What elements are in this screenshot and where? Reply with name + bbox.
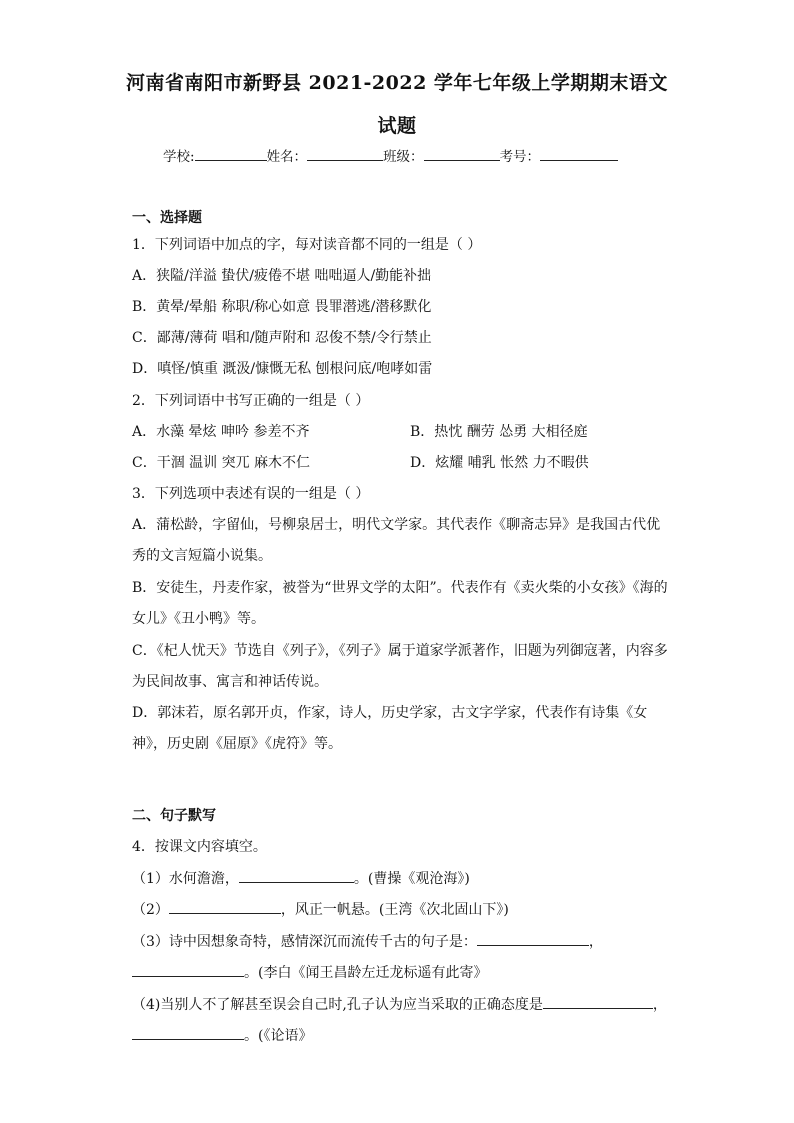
question-3-option-a: A．蒲松龄，字留仙，号柳泉居士，明代文学家。其代表作《聊斋志异》是我国古代优 (132, 517, 661, 533)
question-4-item-3-cont: 。(李白《闻王昌龄左迁龙标遥有此寄》 (132, 962, 487, 982)
answer-blank[interactable] (132, 1025, 244, 1040)
name-label: 姓名： (266, 149, 308, 165)
question-3-stem: 3．下列选项中表述有误的一组是（ ） (132, 486, 370, 502)
question-2-option-a: A．水藻 晕炫 呻吟 参差不齐 (132, 424, 310, 440)
question-3-option-b: B．安徒生，丹麦作家，被誉为“世界文学的太阳”。代表作有《卖火柴的小女孩》《海的 (132, 580, 668, 596)
question-3-option-c-cont: 为民间故事、寓言和神话传说。 (132, 674, 328, 690)
question-1-option-b: B．黄晕/晕船 称职/称心如意 畏罪潜逃/潜移默化 (132, 299, 432, 315)
number-label: 考号： (499, 149, 541, 165)
question-4-item-4: （4)当别人不了解甚至误会自己时,孔子认为应当采取的正确态度是 ， (132, 994, 667, 1014)
school-blank[interactable] (195, 146, 267, 161)
class-blank[interactable] (424, 146, 500, 161)
question-1-option-c: C．鄙薄/薄荷 唱和/随声附和 忍俊不禁/令行禁止 (132, 330, 432, 346)
number-blank[interactable] (540, 146, 618, 161)
question-4-item-1: （1）水何澹澹， 。(曹操《观沧海》) (132, 868, 470, 888)
answer-blank[interactable] (239, 868, 354, 883)
student-info-row (163, 145, 618, 165)
question-1-stem: 1．下列词语中加点的字，每对读音都不同的一组是（ ） (132, 237, 482, 253)
question-2-option-b: B．热忱 酬劳 怂勇 大相径庭 (410, 424, 588, 440)
page-title-continued: 试题 (377, 115, 417, 137)
question-2-option-d: D．炫耀 哺乳 怅然 力不暇供 (410, 455, 589, 471)
page-title: 河南省南阳市新野县 2021-2022 学年七年级上学期期末语文 (126, 72, 668, 94)
question-3-option-b-cont: 女儿》《丑小鸭》等。 (132, 611, 265, 627)
question-1-option-d: D．嗔怪/慎重 溉汲/慷慨无私 刨根问底/咆哮如雷 (132, 361, 433, 377)
question-4-item-3: （3）诗中因想象奇特，感情深沉而流传千古的句子是： ， (132, 931, 603, 951)
question-3-option-c: C．《杞人忧天》节选自《列子》，《列子》属于道家学派著作，旧题为列御寇著，内容多 (132, 643, 668, 659)
section-heading-choice: 一、选择题 (132, 210, 202, 226)
question-2-option-c: C．干涸 温训 突兀 麻木不仁 (132, 455, 311, 471)
question-1-option-a: A．狭隘/洋溢 蛰伏/疲倦不堪 咄咄逼人/勤能补拙 (132, 268, 432, 284)
question-3-option-a-cont: 秀的文言短篇小说集。 (132, 548, 272, 564)
question-4-stem: 4．按课文内容填空。 (132, 839, 267, 855)
question-3-option-d: D．郭沫若，原名郭开贞，作家，诗人，历史学家，古文字学家，代表作有诗集《女 (132, 705, 648, 721)
school-label: 学校: (163, 149, 195, 165)
question-3-option-d-cont: 神》，历史剧《屈原》《虎符》等。 (132, 736, 342, 752)
answer-blank[interactable] (132, 962, 244, 977)
question-4-item-2: （2） ，风正一帆悬。(王湾《次北固山下》) (132, 899, 509, 919)
answer-blank[interactable] (169, 899, 281, 914)
answer-blank[interactable] (543, 994, 653, 1009)
class-label: 班级： (383, 149, 424, 165)
answer-blank[interactable] (477, 931, 589, 946)
question-2-stem: 2．下列词语中书写正确的一组是（ ） (132, 393, 370, 409)
section-heading-dictation: 二、句子默写 (132, 808, 216, 824)
name-blank[interactable] (307, 146, 383, 161)
question-4-item-4-cont: 。(《论语》 (132, 1025, 312, 1045)
